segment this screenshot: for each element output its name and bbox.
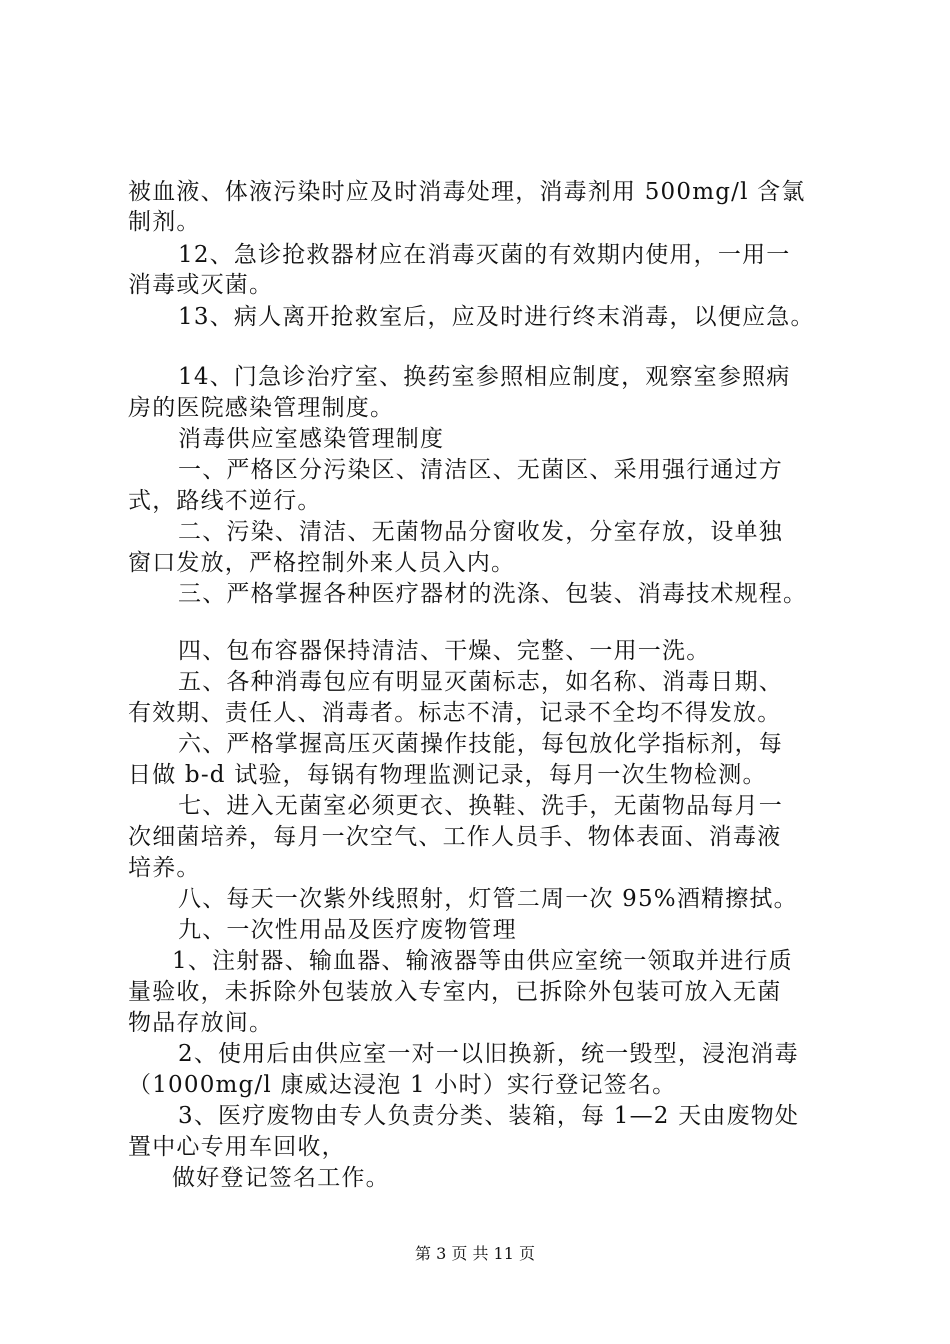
text-line: 14、门急诊治疗室、换药室参照相应制度，观察室参照病 [178,364,791,390]
text-line: 物品存放间。 [128,1010,274,1036]
text-line: 做好登记签名工作。 [172,1165,390,1191]
text-line: 次细菌培养，每月一次空气、工作人员手、物体表面、消毒液 [128,824,782,850]
text-line: 九、一次性用品及医疗废物管理 [178,917,517,943]
text-line: 六、严格掌握高压灭菌操作技能，每包放化学指标剂，每 [178,731,783,757]
page-footer: 第 3 页 共 11 页 [415,1244,535,1263]
text-line: 窗口发放，严格控制外来人员入内。 [128,550,516,576]
text-line: 置中心专用车回收， [128,1134,346,1160]
text-line: 二、污染、清洁、无菌物品分窗收发，分室存放，设单独 [178,519,783,545]
text-line: 1、注射器、输血器、输液器等由供应室统一领取并进行质 [172,948,793,974]
text-line: 日做 b-d 试验，每锅有物理监测记录，每月一次生物检测。 [128,762,767,788]
text-line: 八、每天一次紫外线照射，灯管二周一次 95%酒精擦拭。 [178,886,798,912]
text-line: 13、病人离开抢救室后，应及时进行终末消毒，以便应急。 [178,304,815,330]
text-line: 制剂。 [128,209,201,235]
text-line: 2、使用后由供应室一对一以旧换新，统一毁型，浸泡消毒 [178,1041,799,1067]
text-line: （1000mg/l 康威达浸泡 1 小时）实行登记签名。 [128,1072,677,1098]
text-line: 量验收，未拆除外包装放入专室内，已拆除外包装可放入无菌 [128,979,782,1005]
text-line: 有效期、责任人、消毒者。标志不清，记录不全均不得发放。 [128,700,782,726]
text-line: 三、严格掌握各种医疗器材的洗涤、包装、消毒技术规程。 [178,581,808,607]
text-line: 五、各种消毒包应有明显灭菌标志，如名称、消毒日期、 [178,669,783,695]
text-line: 四、包布容器保持清洁、干燥、完整、一用一洗。 [178,638,711,664]
text-line: 12、急诊抢救器材应在消毒灭菌的有效期内使用，一用一 [178,242,791,268]
text-line: 3、医疗废物由专人负责分类、装箱，每 1—2 天由废物处 [178,1103,800,1129]
text-line: 一、严格区分污染区、清洁区、无菌区、采用强行通过方 [178,457,783,483]
text-line: 被血液、体液污染时应及时消毒处理，消毒剂用 500mg/l 含氯 [128,179,806,205]
text-line: 培养。 [128,855,201,881]
text-line: 式，路线不逆行。 [128,488,322,514]
text-line: 消毒或灭菌。 [128,272,274,298]
text-line: 房的医院感染管理制度。 [128,395,395,421]
section-heading: 消毒供应室感染管理制度 [178,426,445,452]
text-line: 七、进入无菌室必须更衣、换鞋、洗手，无菌物品每月一 [178,793,783,819]
